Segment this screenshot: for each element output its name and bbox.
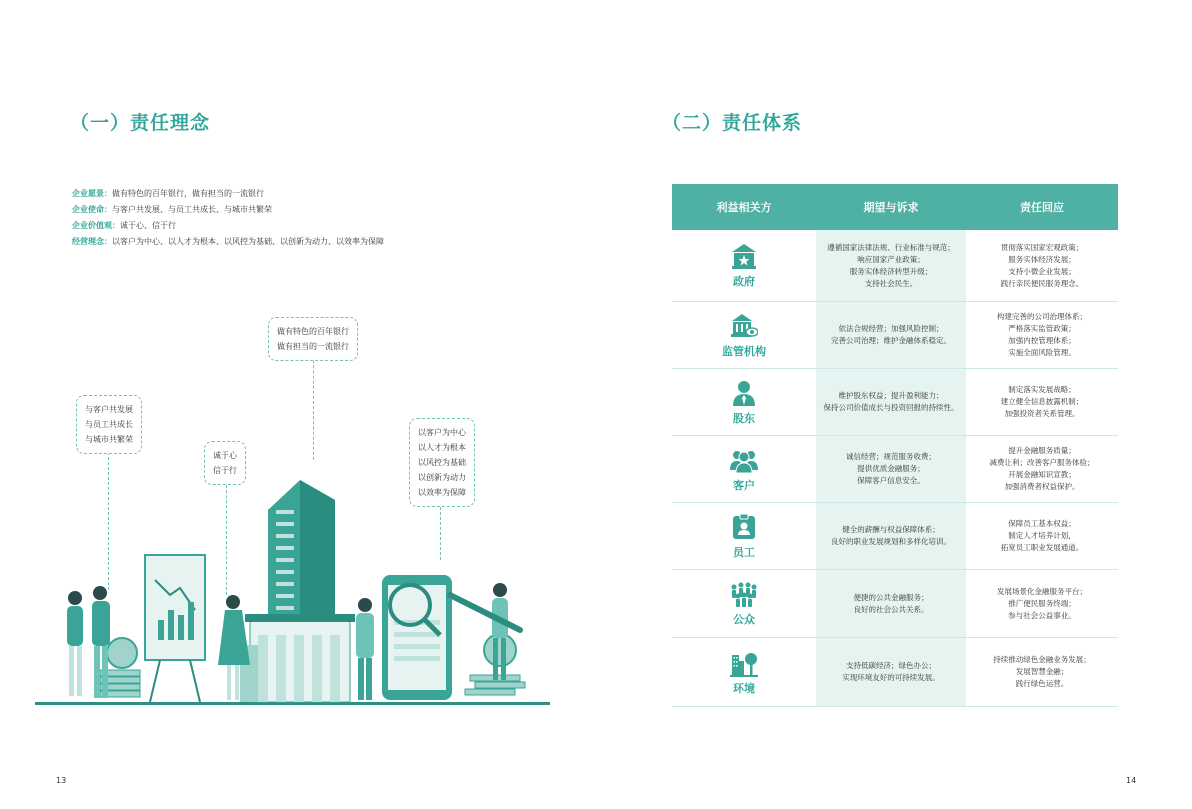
table-row <box>672 436 1118 503</box>
table-row <box>672 503 1118 570</box>
table-header <box>672 184 1118 230</box>
right-page <box>596 0 1192 809</box>
bubble-vision: 做有特色的百年银行 做有担当的一流银行 <box>268 317 358 361</box>
expectation-cell: 便捷的公共金融服务； 良好的社会公共关系。 <box>816 570 966 637</box>
stakeholder-name: 监管机构 <box>722 344 766 358</box>
page-number-right: 14 <box>1126 776 1137 785</box>
connector-philosophy <box>440 502 441 560</box>
response-cell: 持续推动绿色金融业务发展； 发展智慧金融； 践行绿色运营。 <box>993 655 1091 688</box>
stakeholder-table <box>672 184 1118 707</box>
header-expectation: 期望与诉求 <box>863 201 919 214</box>
table-row <box>672 570 1118 638</box>
section-title-philosophy: （一）责任理念 <box>70 112 211 134</box>
customers-group-icon <box>730 446 758 474</box>
bubble-mission: 与客户共发展 与员工共成长 与城市共繁荣 <box>76 395 142 454</box>
header-response: 责任回应 <box>1020 201 1064 214</box>
philosophy-mission: 企业使命：与客户共发展、与员工共成长、与城市共繁荣 <box>72 205 272 214</box>
expectation-cell: 支持低碳经济；绿色办公； 实现环境友好的可持续发展。 <box>816 638 966 706</box>
stakeholder-name: 股东 <box>733 411 755 425</box>
government-building-icon <box>730 242 758 270</box>
response-cell: 构建完善的公司治理体系； 严格落实监管政策； 加强内控管理体系； 实施全面风险管理。 <box>997 312 1087 357</box>
stakeholder-name: 政府 <box>733 275 755 288</box>
response-cell: 提升金融服务质量； 减费让利；改善客户服务体验； 开展金融知识宣教； 加强消费者权益保护。 <box>989 446 1095 491</box>
connector-vision <box>313 350 314 460</box>
public-crowd-icon <box>730 580 758 608</box>
response-cell: 发展场景化金融服务平台； 推广便民服务终端； 参与社会公益事业。 <box>997 586 1087 620</box>
bubble-philosophy: 以客户为中心 以人才为根本 以风控为基础 以创新为动力 以效率为保障 <box>409 418 475 507</box>
environment-tree-icon <box>730 649 758 677</box>
connector-mission <box>108 447 109 590</box>
bubble-values: 诚于心 信于行 <box>204 441 246 485</box>
stakeholder-name: 环境 <box>733 681 755 695</box>
section-title-system: （二）责任体系 <box>662 112 803 134</box>
expectation-cell: 依法合规经营；加强风险控制； 完善公司治理；维护金融体系稳定。 <box>816 302 966 368</box>
shareholder-person-icon <box>730 379 758 407</box>
stakeholder-name: 员工 <box>733 545 755 559</box>
stakeholder-name: 公众 <box>733 613 755 626</box>
philosophy-vision: 企业愿景：做有特色的百年银行，做有担当的一流银行 <box>72 189 264 198</box>
expectation-cell: 诚信经营；规范服务收费； 提供优质金融服务； 保障客户信息安全。 <box>816 436 966 502</box>
expectation-cell: 维护股东权益；提升盈利能力； 保持公司价值成长与投资回报的持续性。 <box>816 369 966 435</box>
table-row <box>672 302 1118 369</box>
philosophy-values: 企业价值观：诚于心、信于行 <box>72 221 176 230</box>
philosophy-list <box>72 186 384 250</box>
response-cell: 贯彻落实国家宏观政策； 服务实体经济发展； 支持小微企业发展； 践行亲民便民服务理念。 <box>1000 242 1084 288</box>
table-row <box>672 369 1118 436</box>
philosophy-operation: 经营理念：以客户为中心、以人才为根本、以风控为基础、以创新为动力、以效率为保障 <box>72 237 384 246</box>
table-row <box>672 230 1118 302</box>
response-cell: 制定落实发展战略； 建立健全信息披露机制； 加强投资者关系管理。 <box>1000 385 1084 418</box>
page-number-left: 13 <box>56 776 67 785</box>
stakeholder-name: 客户 <box>733 478 755 492</box>
regulator-building-eye-icon <box>730 312 758 340</box>
expectation-cell: 遵循国家法律法规、行业标准与规范； 响应国家产业政策； 服务实体经济转型升级； 支持社会民生。 <box>816 230 966 301</box>
employee-badge-icon <box>730 513 758 541</box>
header-stakeholder: 利益相关方 <box>716 201 772 214</box>
expectation-cell: 健全的薪酬与权益保障体系； 良好的职业发展规划和多样化培训。 <box>816 503 966 569</box>
table-row <box>672 638 1118 707</box>
connector-values <box>226 475 227 595</box>
response-cell: 保障员工基本权益； 制定人才培养计划， 拓宽员工职业发展通道。 <box>1000 519 1084 552</box>
